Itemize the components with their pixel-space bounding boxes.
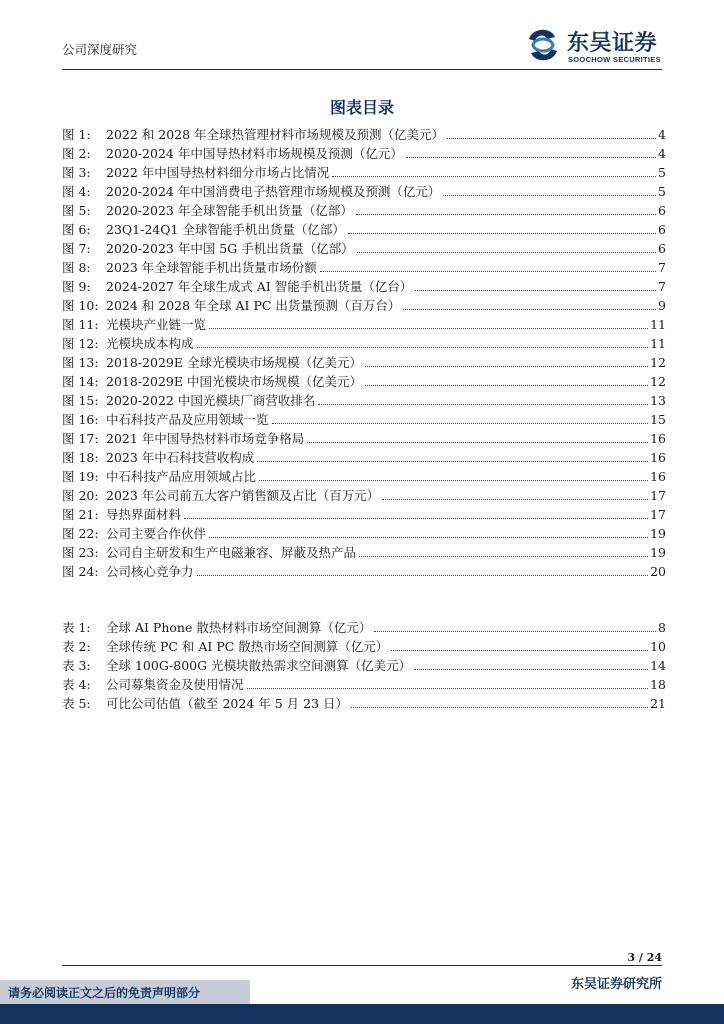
figure-toc-entry[interactable]	[62, 505, 666, 524]
entry-label: 图 18:	[62, 450, 99, 465]
entry-page: 6	[658, 241, 666, 256]
figure-toc-entry[interactable]	[62, 125, 666, 144]
entry-page: 21	[650, 696, 666, 711]
entry-label: 图 14:	[62, 374, 99, 389]
figure-toc-entry[interactable]	[62, 486, 666, 505]
entry-page: 11	[650, 317, 666, 332]
header-divider	[62, 69, 662, 70]
entry-page: 14	[650, 658, 666, 673]
leader-dots	[307, 442, 648, 443]
figure-toc-entry[interactable]	[62, 562, 666, 581]
entry-title: 全球 AI Phone 散热材料市场空间测算（亿元）	[106, 620, 372, 635]
entry-label: 图 10:	[62, 298, 99, 313]
leader-dots	[374, 631, 656, 632]
entry-page: 19	[650, 526, 666, 541]
entry-title: 2023 年全球智能手机出货量市场份额	[106, 260, 317, 275]
entry-page: 16	[650, 431, 666, 446]
entry-label: 图 12:	[62, 336, 99, 351]
figure-toc-entry[interactable]	[62, 315, 666, 334]
entry-title: 2023 年公司前五大客户销售额及占比（百万元）	[106, 488, 380, 503]
leader-dots	[415, 290, 656, 291]
leader-dots	[406, 157, 656, 158]
entry-page: 16	[650, 469, 666, 484]
entry-title: 2024-2027 年全球生成式 AI 智能手机出货量（亿台）	[106, 279, 413, 294]
entry-title: 公司核心竞争力	[106, 564, 194, 579]
entry-label: 图 19:	[62, 469, 99, 484]
table-toc-entry[interactable]	[62, 675, 666, 694]
leader-dots	[348, 233, 656, 234]
entry-label: 表 1:	[62, 620, 91, 635]
disclaimer-text: 请务必阅读正文之后的免责声明部分	[8, 986, 201, 1000]
entry-label: 图 3:	[62, 165, 91, 180]
entry-title: 可比公司估值（截至 2024 年 5 月 23 日）	[106, 696, 349, 711]
logo-english-text: SOOCHOW SECURITIES	[568, 55, 661, 64]
leader-dots	[365, 366, 648, 367]
figure-toc-entry[interactable]	[62, 429, 666, 448]
figure-toc-entry[interactable]	[62, 220, 666, 239]
table-toc-entry[interactable]	[62, 637, 666, 656]
soochow-logo-icon	[523, 25, 563, 65]
entry-label: 图 17:	[62, 431, 99, 446]
footer-divider	[62, 965, 662, 966]
leader-dots	[382, 499, 648, 500]
table-toc-entry[interactable]	[62, 694, 666, 713]
entry-title: 公司自主研发和生产电磁兼容、屏蔽及热产品	[106, 545, 357, 560]
leader-dots	[257, 461, 648, 462]
figures-list	[62, 125, 666, 581]
entry-label: 图 9:	[62, 279, 91, 294]
tables-list	[62, 618, 666, 713]
figure-toc-entry[interactable]	[62, 163, 666, 182]
leader-dots	[318, 404, 648, 405]
leader-dots	[197, 347, 649, 348]
entry-label: 图 5:	[62, 203, 91, 218]
entry-page: 17	[650, 488, 666, 503]
entry-title: 光模块成本构成	[106, 336, 194, 351]
entry-label: 图 6:	[62, 222, 91, 237]
entry-page: 18	[650, 677, 666, 692]
footer-bar	[0, 1004, 724, 1024]
leader-dots	[184, 518, 648, 519]
entry-label: 图 4:	[62, 184, 91, 199]
toc-title: 图表目录	[329, 98, 394, 117]
entry-title: 中石科技产品及应用领域一览	[106, 412, 269, 427]
brand-logo	[523, 25, 693, 67]
leader-dots	[320, 271, 656, 272]
leader-dots	[259, 480, 648, 481]
entry-page: 5	[658, 165, 666, 180]
leader-dots	[209, 328, 648, 329]
figure-toc-entry[interactable]	[62, 296, 666, 315]
figure-toc-entry[interactable]	[62, 144, 666, 163]
entry-title: 光模块产业链一览	[106, 317, 207, 332]
leader-dots	[359, 556, 648, 557]
report-type-label: 公司深度研究	[62, 42, 138, 57]
entry-title: 2020-2024 年中国消费电子热管理市场规模及预测（亿元）	[106, 184, 441, 199]
entry-page: 4	[658, 127, 666, 142]
figure-toc-entry[interactable]	[62, 277, 666, 296]
entry-label: 图 15:	[62, 393, 99, 408]
entry-title: 2020-2023 年全球智能手机出货量（亿部）	[106, 203, 353, 218]
entry-title: 2020-2024 年中国导热材料市场规模及预测（亿元）	[106, 146, 403, 161]
entry-title: 全球传统 PC 和 AI PC 散热市场空间测算（亿元）	[106, 639, 389, 654]
figure-toc-entry[interactable]	[62, 201, 666, 220]
figure-toc-entry[interactable]	[62, 353, 666, 372]
leader-dots	[197, 575, 649, 576]
entry-title: 23Q1-24Q1 全球智能手机出货量（亿部）	[106, 222, 345, 237]
leader-dots	[357, 252, 656, 253]
entry-label: 图 23:	[62, 545, 99, 560]
leader-dots	[443, 195, 656, 196]
entry-title: 2021 年中国导热材料市场竞争格局	[106, 431, 305, 446]
entry-label: 图 11:	[62, 317, 99, 332]
entry-title: 中石科技产品应用领域占比	[106, 469, 257, 484]
page-indicator: 3 / 24	[627, 951, 662, 964]
entry-title: 2022 年中国导热材料细分市场占比情况	[106, 165, 330, 180]
figure-toc-entry[interactable]	[62, 448, 666, 467]
disclaimer-box	[0, 980, 250, 1004]
leader-dots	[403, 309, 656, 310]
table-toc-entry[interactable]	[62, 656, 666, 675]
entry-page: 16	[650, 450, 666, 465]
entry-page: 9	[658, 298, 666, 313]
entry-title: 2020-2022 中国光模块厂商营收排名	[106, 393, 316, 408]
figure-toc-entry[interactable]	[62, 334, 666, 353]
logo-chinese-text: 东吴证券	[567, 31, 658, 56]
leader-dots	[247, 688, 649, 689]
leader-dots	[447, 138, 656, 139]
entry-page: 6	[658, 222, 666, 237]
figure-toc-entry[interactable]	[62, 239, 666, 258]
entry-title: 公司募集资金及使用情况	[106, 677, 244, 692]
entry-page: 13	[650, 393, 666, 408]
figure-toc-entry[interactable]	[62, 391, 666, 410]
entry-label: 图 20:	[62, 488, 99, 503]
entry-title: 2018-2029E 中国光模块市场规模（亿美元）	[106, 374, 362, 389]
leader-dots	[272, 423, 649, 424]
figure-toc-entry[interactable]	[62, 524, 666, 543]
entry-title: 全球 100G-800G 光模块散热需求空间测算（亿美元）	[106, 658, 412, 673]
entry-page: 5	[658, 184, 666, 199]
entry-page: 12	[650, 355, 666, 370]
figure-toc-entry[interactable]	[62, 182, 666, 201]
entry-title: 导热界面材料	[106, 507, 182, 522]
entry-label: 图 7:	[62, 241, 91, 256]
figure-toc-entry[interactable]	[62, 258, 666, 277]
leader-dots	[209, 537, 648, 538]
entry-label: 图 13:	[62, 355, 99, 370]
entry-label: 图 22:	[62, 526, 99, 541]
leader-dots	[356, 214, 656, 215]
entry-title: 公司主要合作伙伴	[106, 526, 207, 541]
entry-label: 图 8:	[62, 260, 91, 275]
entry-page: 12	[650, 374, 666, 389]
entry-page: 7	[658, 260, 666, 275]
leader-dots	[365, 385, 648, 386]
entry-title: 2024 和 2028 年全球 AI PC 出货量预测（百万台）	[106, 298, 401, 313]
figure-toc-entry[interactable]	[62, 372, 666, 391]
leader-dots	[332, 176, 656, 177]
leader-dots	[351, 707, 648, 708]
entry-page: 11	[650, 336, 666, 351]
entry-page: 8	[658, 620, 666, 635]
institute-name: 东吴证券研究所	[570, 977, 662, 992]
entry-page: 17	[650, 507, 666, 522]
entry-label: 图 16:	[62, 412, 99, 427]
entry-page: 10	[650, 639, 666, 654]
leader-dots	[391, 650, 648, 651]
entry-title: 2018-2029E 全球光模块市场规模（亿美元）	[106, 355, 362, 370]
entry-label: 图 2:	[62, 146, 91, 161]
entry-label: 表 3:	[62, 658, 91, 673]
entry-page: 7	[658, 279, 666, 294]
entry-page: 19	[650, 545, 666, 560]
entry-label: 图 21:	[62, 507, 99, 522]
table-toc-entry[interactable]	[62, 618, 666, 637]
entry-label: 图 1:	[62, 127, 91, 142]
figure-toc-entry[interactable]	[62, 543, 666, 562]
entry-title: 2022 和 2028 年全球热管理材料市场规模及预测（亿美元）	[106, 127, 445, 142]
entry-label: 表 2:	[62, 639, 91, 654]
entry-page: 20	[650, 564, 666, 579]
entry-label: 表 4:	[62, 677, 91, 692]
entry-title: 2020-2023 年中国 5G 手机出货量（亿部）	[106, 241, 354, 256]
figure-toc-entry[interactable]	[62, 467, 666, 486]
entry-page: 6	[658, 203, 666, 218]
entry-label: 图 24:	[62, 564, 99, 579]
entry-label: 表 5:	[62, 696, 91, 711]
entry-page: 15	[650, 412, 666, 427]
entry-page: 4	[658, 146, 666, 161]
figure-toc-entry[interactable]	[62, 410, 666, 429]
leader-dots	[414, 669, 648, 670]
entry-title: 2023 年中石科技营收构成	[106, 450, 255, 465]
